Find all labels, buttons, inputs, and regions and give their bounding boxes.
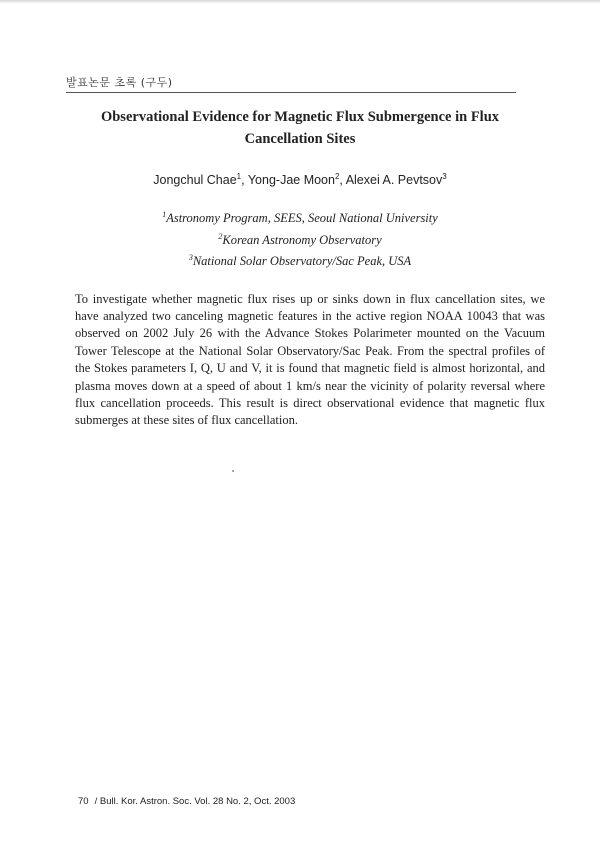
author-affil-mark: 2 xyxy=(334,172,340,181)
page-number: 70 xyxy=(78,796,89,807)
author-list: Jongchul Chae$^1$, Yong-Jae Moon$^2$, Alexei A. Pevtsov$^3$ xyxy=(153,172,447,188)
page-footer xyxy=(78,796,295,807)
affiliation-text: National Solar Observatory/Sac Peak, USA xyxy=(192,254,412,269)
affiliation-mark: 2 xyxy=(218,231,223,241)
section-header: 발표논문 초록 (구두) xyxy=(66,76,173,89)
affiliation-mark: 1 xyxy=(162,210,167,219)
author-name: Alexei A. Pevtsov xyxy=(345,173,443,188)
affiliation-mark: 3 xyxy=(188,253,193,263)
affiliation-list xyxy=(60,206,540,271)
author-name: Jongchul Chae xyxy=(153,173,237,188)
page-top-edge xyxy=(0,0,600,4)
author-name: Yong-Jae Moon xyxy=(247,173,335,188)
scan-speck xyxy=(232,470,234,472)
affiliation-text: Korean Astronomy Observatory xyxy=(222,232,382,247)
header-rule xyxy=(66,92,516,93)
journal-citation: / Bull. Kor. Astron. Soc. Vol. 28 No. 2, Oct. 2003 xyxy=(94,796,296,807)
paper-title-line: Observational Evidence for Magnetic Flux Submergence in Flux xyxy=(100,109,500,125)
affiliation xyxy=(60,228,540,250)
affiliation-text: Astronomy Program, SEES, Seoul National University xyxy=(166,211,438,226)
abstract-body: To investigate whether magnetic flux rises up or sinks down in flux cancellation sites, we have analyzed two canceling magnetic features in the active region NOAA 10043 that was observed on 2002 July 26 with the Advance Stokes Polarimeter mounted on the Vacuum Tower Telescope at the National Solar Observatory/Sac Peak. From the spectral profiles of the Stokes parameters I, Q, U and V, it is found that magnetic field is almost horizontal, and plasma moves down at a speed of about 1 km/s near the vicinity of polarity reversal where flux cancellation proceeds. This result is direct observational evidence that magnetic flux submerges at these sites of flux cancellation. xyxy=(75,291,545,428)
author-affil-mark: 3 xyxy=(442,172,447,181)
affiliation xyxy=(60,249,540,271)
paper-title xyxy=(60,106,540,150)
author-affil-mark: 1 xyxy=(236,172,242,181)
affiliation xyxy=(60,206,540,228)
paper-title-line: Cancellation Sites xyxy=(244,131,356,147)
